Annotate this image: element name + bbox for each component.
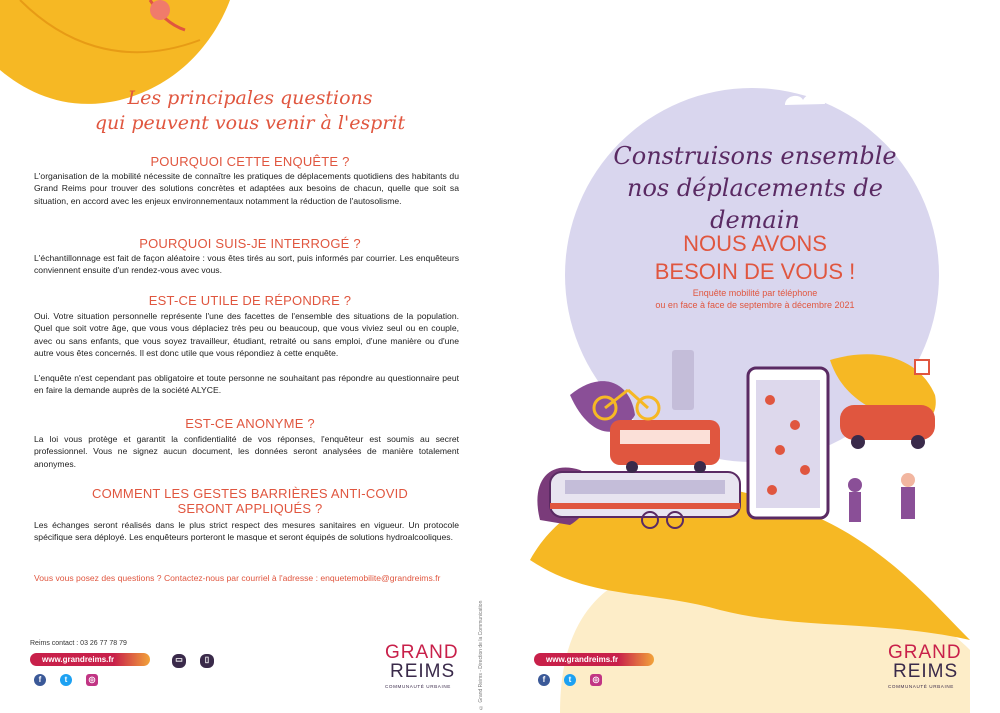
section-heading-covid: COMMENT LES GESTES BARRIÈRES ANTI-COVID [91,486,408,501]
section-text-useful-optional: L'enquête n'est cependant pas obligatoire et toute personne ne souhaitant pas répondre au questionnaire peut en faire la demande auprès de la société ALYCE. [34,373,459,396]
section-heading-why-me: POURQUOI SUIS-JE INTERROGÉ ? [139,236,361,251]
section-text-covid: Les échanges seront réalisés dans le plus strict respect des mesures sanitaires en vigueur. Un protocole spécifique sera déployé. Les enquêteurs porteront le masque et seront équipés de solutions hydroalcooliques. [34,520,459,543]
section-text-anonymous: La loi vous protège et garantit la confidentialité de vos réponses, l'enquêteur est soumis au secret professionnel. Vous ne signez aucun document, les données seront analysées de manière totalement anonymes. [34,434,459,469]
pedestrian-icon [848,478,862,492]
questions-title: Les principales questions qui peuvent vous venir à l'esprit [94,87,406,134]
facebook-icon[interactable]: f [34,674,46,686]
logo-subtitle-right: COMMUNAUTÉ URBAINE [888,684,954,689]
instagram-icon[interactable]: ◎ [86,674,98,686]
headline: NOUS AVONS BESOIN DE VOUS ! [654,231,856,284]
section-heading-why-survey: POURQUOI CETTE ENQUÊTE ? [150,154,350,169]
logo-reims-right: REIMS [893,661,959,682]
logo-grand: GRAND [385,642,459,663]
logo-subtitle: COMMUNAUTÉ URBAINE [385,684,451,689]
section-text-why-me: L'échantillonnage est fait de façon aléatoire : vous êtes tirés au sort, puis informés par courrier. Les enquêteurs conviennent ensuite d'un rendez-vous avec vous. [34,253,459,276]
twitter-icon[interactable]: t [60,674,72,686]
instagram-icon-right[interactable]: ◎ [590,674,602,686]
tram-icon [550,472,740,517]
phone-contact: Reims contact : 03 26 77 78 79 [30,640,127,647]
website-link[interactable]: www.grandreims.fr [30,653,150,666]
mask-icon: ▭ [172,654,186,668]
twitter-icon-right[interactable]: t [564,674,576,686]
right-page [500,0,1000,713]
logo-grand-right: GRAND [888,642,962,663]
website-link-right[interactable]: www.grandreims.fr [534,653,654,666]
car-icon [840,405,935,440]
headline-subtitle: Enquête mobilité par téléphone ou en face à face de septembre à décembre 2021 [655,288,855,310]
section-text-why-survey: L'organisation de la mobilité nécessite de connaître les pratiques de déplacements quotidiens des habitants du Grand Reims pour trouver des solutions concrètes et adaptées aux besoins de chacun, quelle que soit sa situation, en accord avec les enjeux environnementaux notamment la réduction de l'autosolisme. [34,171,459,206]
credit-text: © Grand Reims - Direction de la Communication [478,600,484,710]
mobility-illustration [540,340,970,540]
section-text-useful: Oui. Votre situation personnelle représente l'une des facettes de l'ensemble des situations de la population. Quel que soit votre âge, que vous vous déplaciez très peu ou beaucoup, que vous viviez seul ou en couple, avec ou sans enfants, que vous soyez travailleur, étudiant, retraité ou sans emploi, d'une manière ou d'une autre vous êtes concernés. Il est donc utile que vous répondiez à cette enquête. [34,311,459,359]
section-heading-covid-line2: SERONT APPLIQUÉS ? [177,501,323,516]
logo-reims: REIMS [390,661,456,682]
main-title: Construisons ensemble nos déplacements de demain [613,142,897,234]
hand-sanitizer-icon: ▯ [200,654,214,668]
bus-stop-sign-icon [915,360,929,374]
section-heading-useful: EST-CE UTILE DE RÉPONDRE ? [148,293,352,308]
bike-station-icon [672,350,694,410]
section-heading-anonymous: EST-CE ANONYME ? [185,416,315,431]
facebook-icon-right[interactable]: f [538,674,550,686]
contact-email-text[interactable]: Vous vous posez des questions ? Contactez-nous par courriel à l'adresse : enquetemobilite@grandreims.fr [34,573,441,583]
